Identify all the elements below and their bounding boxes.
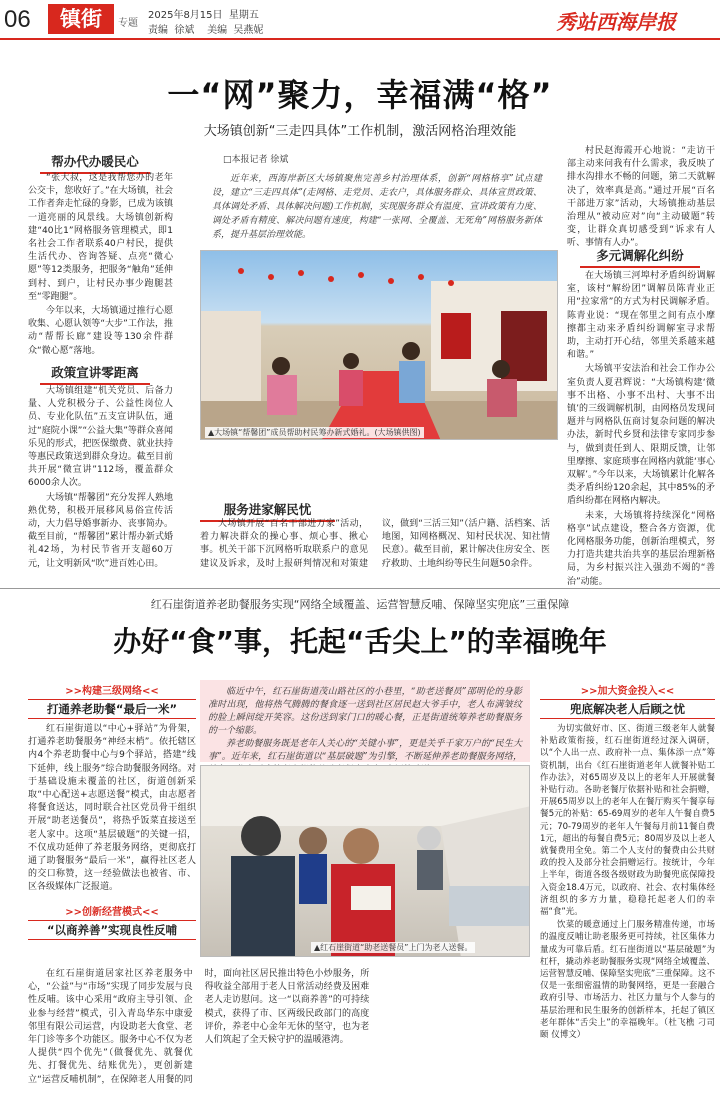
date-line: 2025年8月15日 星期五: [148, 10, 259, 21]
body-funding: 为切实做好市、区、街道三级老年人就餐补贴政策衔接，红石崖街道经过深入调研，以“个人出一点、政府补一点、集体添一点”筹资机制，出台《红石崖街道老年人就餐补贴工作办法》，对65周岁及以上的老年人开展就餐补贴行动。各助老餐厅依据补贴和社会捐赠，开展65周岁以上的老年人在餐厅购买午餐享每餐5元的补贴：65-69周岁的老年人午餐自费5元；70-79周岁的老年人午餐每月前11餐自费1元，超出的每餐自费5元；80周岁及以上老人就餐费用全免。第二个人支付的餐费由公共财政的投入及部分社会捐赠运行。按统计，今年上半年，街道各级各级财政为助餐兜底保障投入资金18.4万元，以政府、社会、农村集体经济组织的多方力量，稳稳托起老人们的幸福“食”光。 饮菜的暖意通过上门服务精准传递，市场的温度反哺让助老服务更可持续，社区集体力量成为可靠后盾。红石崖街道以“基层破题”为杠杆，撬动养老助餐服务实现“网络全域覆盖、运营智慧反哺、保障坚实兜底”三重保障。这不仅是一张细密温情的助餐网络，更是一套融合政府引导、市场活力、社区力量与个人参与的基层治理和民生服务的创新样本，托起了镇区老年群体“舌尖上”的幸福晚年。（杜飞樵 刁司颐 仪博文）: [540, 724, 715, 1041]
section-body-4a: 村民赵海霞开心地说：“走访干部主动来问我有什么需求，我反映了排水沟排水不畅的问题，第二天就解决了，效率真是高。”通过开展“百名干部进万家”活动，大场镇推动基层治理从“被动应对”向“主动破题”转变，让群众真切感受到“诉求有人听、事情有人办”。: [567, 146, 715, 249]
bottom-intro-panel: [200, 680, 530, 762]
tag-network: >>构建三级网络<<: [65, 686, 159, 697]
top-article-subtitle: 大场镇创新“三走四具体”工作机制，激活网格治理效能: [203, 124, 517, 139]
wedding-photo: [200, 250, 558, 440]
body-operation: 在红石崖街道居家社区养老服务中心，“公益”与“市场”实现了同步发展与良性反哺。该中心采用“政府主导引领、企业参与经营”模式，引入青岛华东中康爱邻里有限公司运营，内设助老大食堂、老年门诊等多个功能区。服务中心不仅为老人提供“四个优先”（做餐优先、就餐优先、打餐优先、结账优先），更创新建立“运营反哺机制”，在保障老人用餐的同时，面向社区居民推出特色小炒服务，所得收益全部用于老人日常活动经费及困难老人走访慰问。这一“以商养善”的可持续模式，获得了市、区两级民政部门的高度评价，养老中心金年无休的坚守，也为老人们筑起了全天候守护的温暖港湾。: [28, 969, 370, 1085]
heading-funding: 兜底解决老人后顾之忧: [540, 699, 715, 719]
section-heading-1: 帮办代办暖民心: [40, 152, 150, 174]
bottom-left-column: [28, 682, 196, 940]
article-divider: [0, 588, 720, 589]
page-number: 06: [4, 6, 31, 33]
section-body-1: “张大叔，这是我帮您办的老年公交卡，您收好了。”在大场镇，社会工作者奔走忙碌的身影，已成为该镇一道亮丽的风景线。大场镇创新构建“40比1”网格服务管理模式，即1名社会工作者联系40户村民，提供生活代办、咨询答疑、点亮“微心愿”等12类服务，把服务“触角”延伸到村、到户，让村民办事少跑腿甚至“零跑腿”。 今年以来，大场镇通过推行心愿收集、心愿认领等“大步”工作法，推动“帮帮长廊”建设等130余件群众“微心愿”落地。: [28, 173, 173, 356]
meal-photo-caption: ▲红石崖街道“助老送餐员”上门为老人送餐。: [311, 942, 475, 953]
wedding-illustration: [201, 251, 558, 440]
masthead-logo: 秀站西海岸报: [556, 10, 676, 34]
bottom-intro-2: 养老助餐服务既是老年人关心的“关键小事”，更是关乎千家万户的“民生大事”。近年来，红石崖街道以“基层破题”为引擎，不断延伸养老助餐服务网络，: [208, 739, 522, 762]
section-heading-3: 服务进家解民忧: [200, 500, 335, 522]
header-rule: [0, 38, 720, 40]
tag-funding: >>加大资金投入<<: [580, 686, 675, 697]
meal-delivery-photo: [200, 765, 530, 957]
page-header: [0, 0, 720, 40]
section-body-3: 大场镇开展“百名干部进万家”活动，着力解决群众的操心事、烦心事、揪心事。机关干部下沉网格听取联系户的意见建议及诉求，及时上报研判情况和对策建议，做到“三活三知”（活户籍、活档案、活地图，知网格概况、知村民状况、知社情民意）。截至目前，累计解决住房安全、医疗救助、土地纠纷等民生问题50余件。: [200, 519, 550, 569]
section-body-4b: 在大场镇三河埠村矛盾纠纷调解室，该村“解纷团”调解员陈青业正用“拉家常”的方式为村民调解矛盾。陈青业说：“现在邻里之间有点小摩擦都主动来矛盾纠纷调解室寻求帮助，主动打开心结，邻里关系越来越和谐。” 大场镇平安法治和社会工作办公室负责人夏君辉说：“大场镇构建‘微事不出格、小事不出村、大事不出镇’的三级调解机制，由网格员发现问题并与网格队伍商讨复杂问题的解决办法，新时代乡贤和法律专家同步参与，做到责任到人、限期反馈，让邻里摩擦、家庭琐事在网格内就能‘事心双解’。”今年以来，大场镇累计化解各类矛盾纠纷120余起，其中85%的矛盾纠纷都在网格内解决。 未来，大场镇将持续深化“网格格享”试点建设，整合各方资源，优化网格服务功能，创新治理模式，努力打造共建共治共享的基层治理新格局，为乡村振兴注入强劲不竭的“善治”动能。: [567, 271, 715, 587]
section-heading-2: 政策宣讲零距离: [40, 363, 150, 385]
bottom-article-kicker: 红石崖街道养老助餐服务实现“网络全域覆盖、运营智慧反哺、保障坚实兜底”三重保障: [150, 598, 570, 611]
heading-operation: “以商养善”实现良性反哺: [28, 920, 196, 940]
body-network: 红石崖街道以“中心+驿站”为骨架，打通养老助餐服务“神经末梢”。依托辖区内4个养老助餐中心与9个驿站，搭建“线下延伸，线上服务”综合助餐服务网络。对于基础设施未覆盖的社区，街道创新采取“中心配送+志愿送餐”模式，由志愿者将餐食送达，同时联合社区党员骨干组织开展“助老送餐员”，将热乎饭菜直接送至老人家中。这项“基层破题”的关键一招，不仅成功延伸了养老服务网络，更彻底打通了助餐服务“最后一米”，赢得社区老人的交口称赞，这一经验做法也被省、市、区各级媒体广泛报道。: [28, 724, 196, 893]
editors-line: 责编 徐斌 美编 吴燕妮: [148, 25, 264, 36]
tag-operation: >>创新经营模式<<: [65, 906, 159, 918]
bottom-right-column: [540, 682, 715, 1042]
bottom-intro-1: 临近中午，红石崖街道茂山路社区的小巷里，“助老送餐员”邵明伦的身影准时出现，他将热气腾腾的餐食逐一送到社区居民赵大爷手中，老人布满皱纹的脸上瞬间绽开笑容。这份送到家门口的暖心餐，正是街道统筹养老助餐服务的一个缩影。: [208, 687, 522, 736]
special-label: 专题: [118, 18, 138, 29]
wedding-photo-caption: ▲大场镇“帮馨团”成员帮助村民筹办新式婚礼。(大场镇供图): [205, 427, 424, 438]
section-tag: 镇街: [48, 4, 114, 34]
top-intro: 近年来，西海岸新区大场镇聚焦完善乡村治理体系，创新“网格格享”试点建设，建立“三走四具体”(走网格、走党员、走农户，具体服务群众、具体宣贯政策、具体调处矛盾、具体解决问题)工作机制，实现服务群众有温度、宣讲政策有力度、调处矛盾有精度、解决问题有速度，构建“一张网、全覆盖、无死角”网格服务新体系，提升基层治理效能。: [212, 174, 542, 240]
top-article-title: 一“网”聚力，幸福满“格”: [167, 76, 553, 114]
byline: □本报记者 徐斌: [223, 155, 289, 165]
heading-network: 打通养老助餐“最后一米”: [28, 699, 196, 719]
meal-delivery-illustration: [201, 766, 530, 957]
bottom-article-title: 办好“食”事，托起“舌尖上”的幸福晚年: [113, 625, 607, 658]
section-body-2: 大场镇组建“机关党员、后备力量、人党积极分子、公益性岗位人员、专业化队伍”五支宣讲队伍，通过“庭院小课”“公益大集”等群众喜闻乐见的形式，把医保缴费、就业扶持等惠民政策送到群众身边。截至目前共开展“微宣讲”112场，覆盖群众6000余人次。 大场镇“帮馨团”充分发挥人熟地熟优势，积极开展移风易俗宣传活动，大力倡导婚事新办、丧事简办。截至目前，“帮馨团”累计帮办新式婚礼42场，为村民节省开支超60万元，让文明新风“吹”进百姓心田。: [28, 386, 173, 569]
section-heading-4: 多元调解化纠纷: [580, 246, 700, 268]
